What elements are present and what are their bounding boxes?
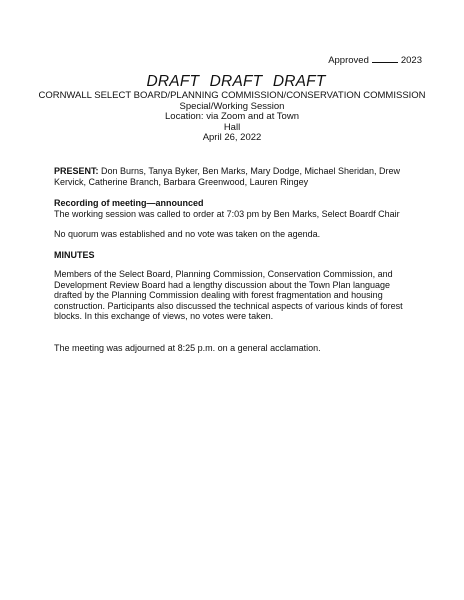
- recording-section: [54, 198, 418, 219]
- recording-heading: Recording of meeting—announced: [54, 198, 204, 208]
- organization-title: CORNWALL SELECT BOARD/PLANNING COMMISSION/CONSERVATION COMMISSION: [38, 90, 426, 101]
- attendees-paragraph: [54, 166, 418, 187]
- approval-line: [328, 54, 422, 66]
- meeting-date: April 26, 2022: [202, 132, 262, 143]
- present-label: PRESENT:: [54, 166, 99, 176]
- adjournment-paragraph: The meeting was adjourned at 8:25 p.m. on a general acclamation.: [54, 343, 321, 353]
- minutes-heading: MINUTES: [54, 250, 95, 260]
- quorum-paragraph: No quorum was established and no vote was taken on the agenda.: [54, 229, 321, 239]
- document-header: [0, 73, 464, 144]
- recording-text: The working session was called to order at 7:03 pm by Ben Marks, Select Boardf Chair: [54, 208, 400, 219]
- approval-label: Approved: [328, 55, 369, 66]
- minutes-paragraph: Members of the Select Board, Planning Commission, Conservation Commission, and Development Review Board had a lengthy discussion about the Town Plan language drafted by the Planning Commission dealing with forest fragmentation and housing construction. Participants also discussed the technical aspects of various kinds of forest blocks. In this exchange of views, no votes were taken.: [54, 269, 403, 322]
- location-line-2: Hall: [223, 121, 241, 133]
- approval-year: 2023: [400, 55, 422, 66]
- draft-watermark-title: DRAFT DRAFT DRAFT: [146, 73, 326, 90]
- location-line-1: Location: via Zoom and at Town: [165, 111, 299, 122]
- session-type: Special/Working Session: [179, 100, 285, 112]
- approval-blank: [372, 54, 398, 63]
- attendee-names: Don Burns, Tanya Byker, Ben Marks, Mary Dodge, Michael Sheridan, Drew Kervick, Catherine Branch, Barbara Greenwood, Lauren Ringey: [54, 166, 400, 187]
